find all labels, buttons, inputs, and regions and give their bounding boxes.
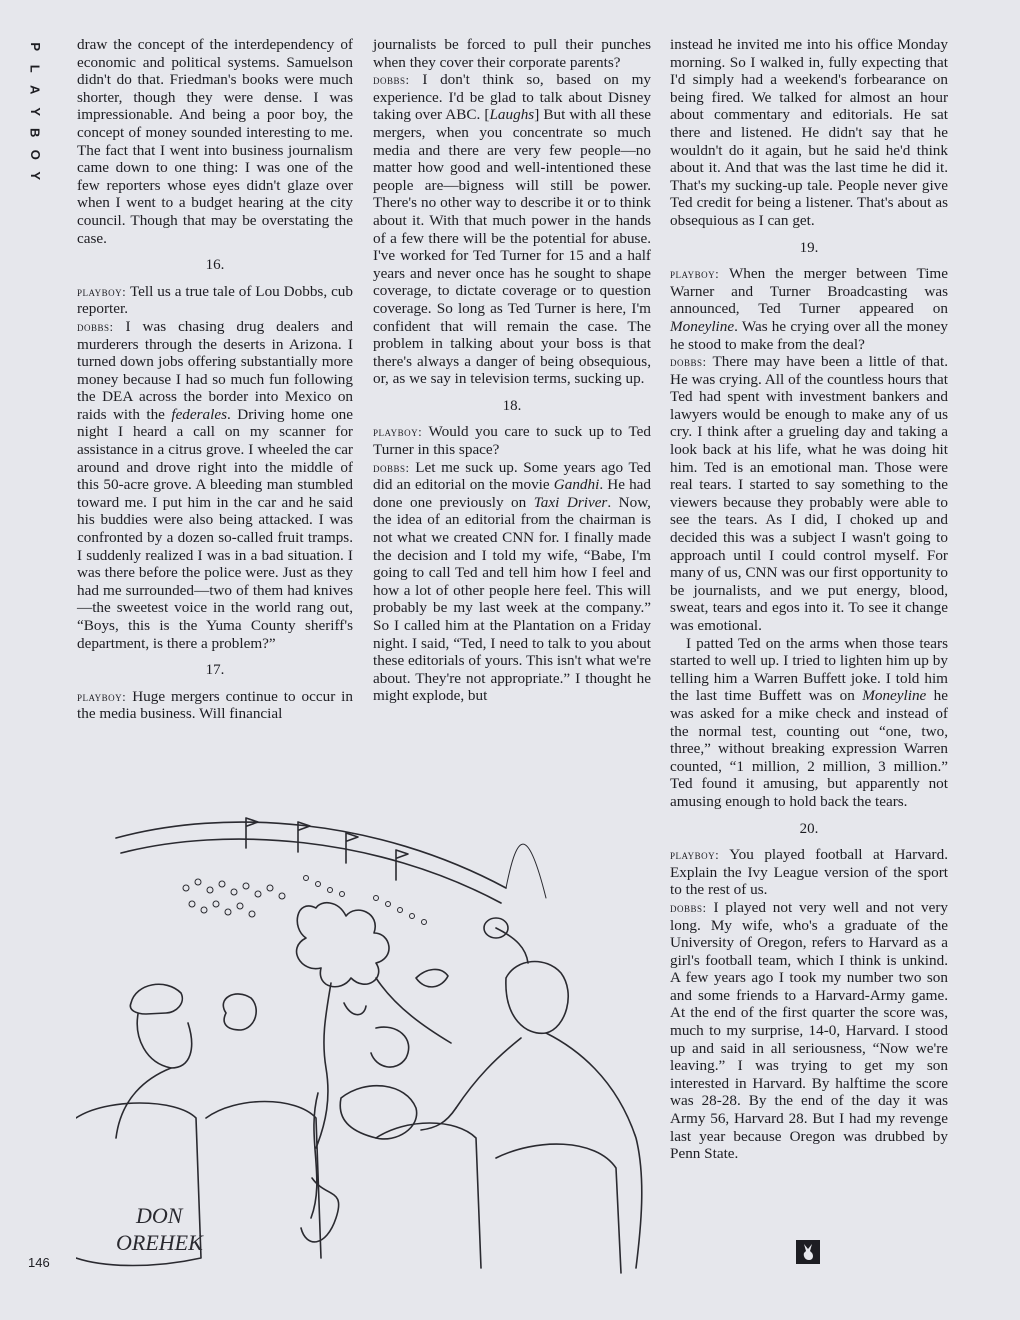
masthead-letter: O — [27, 149, 43, 160]
answer — [373, 459, 651, 705]
page-number: 146 — [28, 1255, 50, 1270]
speaker-label: playboy: — [670, 847, 720, 863]
question — [670, 846, 948, 899]
speaker-label: dobbs: — [373, 459, 410, 475]
question-text: You played football at Harvard. Explain the Ivy League version of the sport to the rest of us. — [670, 846, 948, 899]
italic-term: Moneyline — [670, 317, 735, 335]
answer-text: There may have been a little of that. He was crying. All of the countless hours that Ted had spent with investment bankers and lawyers would be enough to make any of us cry. I think after a grueling day and taking a look back at his life, what he was doing hit him. Ted is an emotional man. Those were real tears. I started to say something to the viewers because they probably were able to see the tears. As I did, I choked up and decided this was a subject I wasn't going to approach until I could control myself. For many of us, CNN was our first opportunity to be journalists, and we put energy, blood, sweat, tears and egos into it. To see it change was emotional. — [670, 353, 948, 634]
masthead-letter: P — [27, 42, 43, 52]
question-number: 19. — [799, 239, 819, 256]
answer-text: I patted Ted on the arms when those tears started to well up. I tried to lighten him up by telling him a Warren Buffett joke. I told him the last time Buffett was on — [670, 634, 948, 705]
masthead-vertical — [24, 36, 46, 187]
answer-text: . He had done one previously on — [373, 476, 651, 511]
speaker-label: dobbs: — [670, 899, 707, 915]
cartoon-signature: DON — [136, 1203, 183, 1228]
italic-term: Laughs — [489, 106, 535, 124]
answer-text: I don't think so, based on my experience. I'd be glad to talk about Disney taking over ABC. [ — [373, 71, 651, 124]
masthead-letter: L — [27, 64, 43, 73]
italic-term: federales — [171, 405, 228, 423]
answer — [670, 899, 948, 1163]
answer-text: ] But with all these mergers, when you concentrate so much media and there are very few people—no matter how good and well-intentioned these people are—bigness will still be power. There's no other way to describe it or to think about it. With that much power in the hands of a few there will be the potential for abuse. I've worked for Ted Turner for 15 and a half years and never once has he sought to shape coverage, to dictate coverage or to question coverage. So long as Ted Turner is here, I'm confident that will remain the case. The problem in talking about your boss is that there's always a danger of being obsequious, or, as we say in television terms, sucking up. — [373, 106, 651, 388]
article-column-2 — [373, 36, 651, 705]
question-number: 18. — [502, 397, 522, 414]
answer-text: he was asked for a mike check and instead of the normal test, counting out “one, two, three,” without breaking expression Warren counted, “1 million, 2 million, 3 million.” Ted found it amusing, but apparently not amusing enough to hold back the tears. — [670, 687, 948, 810]
speaker-label: dobbs: — [373, 72, 410, 88]
masthead-letter: A — [27, 85, 43, 95]
masthead-letter: B — [27, 128, 43, 138]
speaker-label: playboy: — [670, 266, 720, 282]
answer — [77, 318, 353, 652]
question-text: Would you care to suck up to Ted Turner in this space? — [373, 423, 651, 459]
question — [77, 688, 353, 723]
question — [670, 265, 948, 353]
masthead-letter: Y — [27, 171, 43, 181]
question-number: 16. — [205, 257, 225, 274]
italic-term: Gandhi — [553, 476, 600, 494]
article-column-1 — [77, 36, 353, 723]
rabbit-head-icon — [796, 1240, 820, 1264]
italic-term: Moneyline — [862, 687, 927, 705]
answer-text: I played not very well and not very long. My wife, who's a graduate of the University of Oregon, refers to Harvard as a girl's football team, which I think is unkind. A few years ago I took my number two son and some friends to a Harvard-Army game. At the end of the first quarter the score was, much to my surprise, 14-0, Harvard. I stood up and said in all seriousness, “Now we're leaving.” I was trying to get my son interested in Harvard. By halftime the score was 28-28. By the end of the day it was Army 56, Harvard 28. But I had my revenge last year because Oregon was drubbed by Penn State. — [670, 898, 948, 1163]
article-column-3 — [670, 36, 948, 1163]
speaker-label: dobbs: — [670, 354, 707, 370]
italic-term: Taxi Driver — [533, 493, 608, 511]
question-text: . Was he crying over all the money he stood to make from the deal? — [670, 317, 948, 353]
speaker-label: playboy: — [77, 688, 127, 704]
question — [373, 423, 651, 458]
masthead-letter: Y — [27, 106, 43, 116]
answer-text: . Now, the idea of an editorial from the chairman is not what we created CNN for. I finally made the decision and I told my wife, “Babe, I'm going to call Ted and tell him how I feel and how a lot of other people here feel. This will probably be my last week at the company.” So I called him at the Plantation on a Friday night. I said, “Ted, I need to talk to you about these editorials of yours. This isn't what we're about. They're not appropriate.” I thought he might explode, but — [373, 493, 651, 705]
question-number: 17. — [205, 662, 225, 679]
paragraph: journalists be forced to pull their punches when they cover their corporate parents? — [373, 36, 651, 71]
cartoon-signature: OREHEK — [116, 1230, 203, 1255]
answer — [670, 353, 948, 635]
answer-text: . Driving home one night I heard a call on my scanner for assistance in a citrus grove. I wheeled the car around and drove right into the middle of this 50-acre grove. A bleeding man stumbled toward me. I put him in the car and he said his buddies were also being attacked. I was confronted by a dozen so-called fruit tramps. I suddenly realized I was in a bad situation. I was there before the police were. Just as they had me surrounded—two of them had knives—the sweetest voice in the world rang out, “Boys, this is the Yuma County sheriff's department, is there a problem?” — [77, 405, 353, 652]
question-text: Huge mergers continue to occur in the media business. Will financial — [77, 687, 353, 723]
question-number: 20. — [799, 820, 819, 837]
speaker-label: playboy: — [77, 283, 127, 299]
paragraph: instead he invited me into his office Monday morning. So I walked in, fully expecting that I'd simply had a weekend's forbearance on being fired. We talked for almost an hour about commentary and editorials. He sat there and listened. He didn't say that he wouldn't do it again, but he said he'd think about it. And that was the last time he did it. That's my sucking-up tale. People never give Ted credit for being a listener. That's about as obsequious as I can get. — [670, 36, 948, 229]
answer-text: Let me suck up. Some years ago Ted did an editorial on the movie — [373, 458, 651, 494]
speaker-label: playboy: — [373, 424, 423, 440]
question-text: Tell us a true tale of Lou Dobbs, cub reporter. — [77, 282, 353, 318]
answer — [373, 71, 651, 388]
question — [77, 283, 353, 318]
paragraph: draw the concept of the interdependency of economic and political systems. Samuelson didn't do that. Friedman's books were much shorter, though they were dense. I was impressionable. And being a poor boy, the concept of money sounded interesting to me. The fact that I went into business journalism came down to one thing: I was one of the few reporters whose eyes didn't glaze over when I went to a budget hearing at the city council. Though that may be overstating the case. — [77, 36, 353, 247]
paragraph — [670, 635, 948, 811]
cartoon-illustration — [76, 778, 660, 1278]
speaker-label: dobbs: — [77, 318, 114, 334]
question-text: When the merger between Time Warner and Turner Broadcasting was announced, Ted Turner appeared on — [670, 265, 948, 318]
answer-text: I was chasing drug dealers and murderers through the deserts in Arizona. I turned down jobs offering substantially more money because I had so much fun following the DEA across the border into Mexico on raids with the — [77, 317, 353, 423]
